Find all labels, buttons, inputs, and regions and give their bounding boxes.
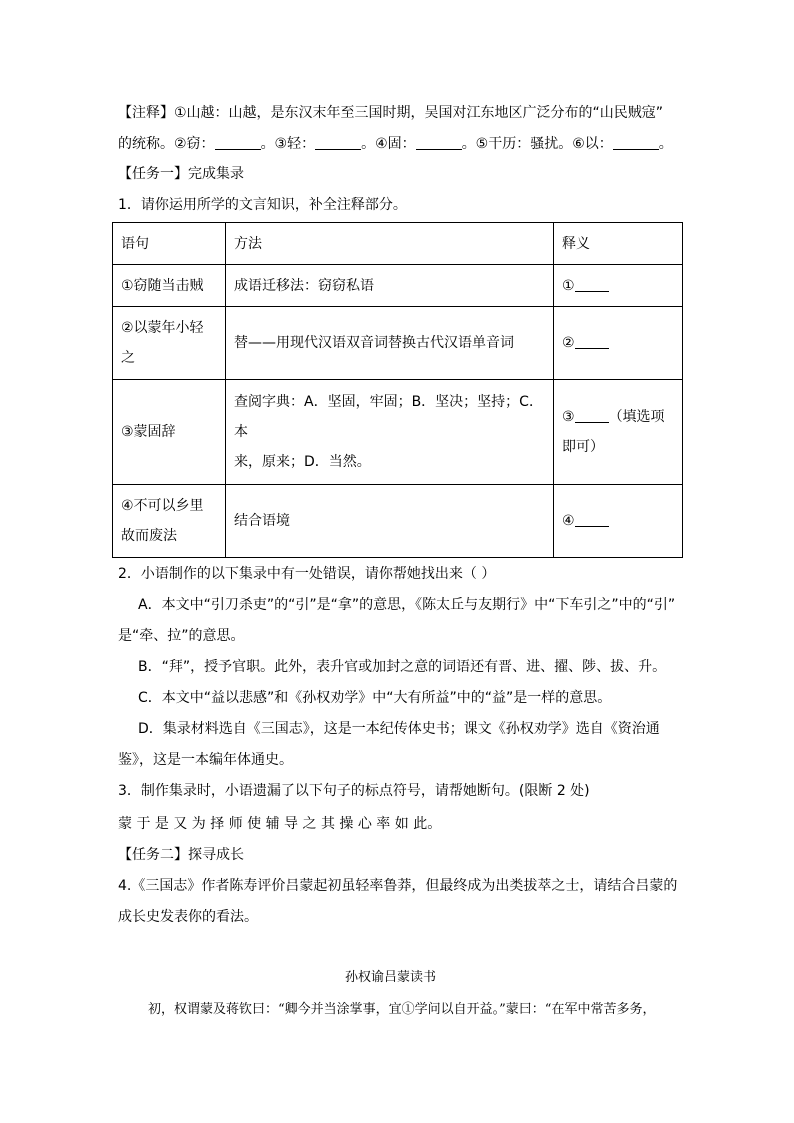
passage-title: 孙权谕吕蒙读书: [345, 970, 437, 985]
note-text: 。③轻：: [260, 136, 316, 152]
answer-blank[interactable]: [575, 277, 609, 292]
method-cell: [226, 380, 554, 485]
meaning-label: ③: [562, 409, 575, 425]
answer-blank[interactable]: [315, 135, 361, 150]
passage-line-1: 初，权谓蒙及蒋钦曰：“卿今并当涂掌事，宜①学问以自开益。”蒙曰：“在军中常苦多务，: [148, 1002, 656, 1017]
answer-blank[interactable]: [575, 512, 609, 527]
option-d-line-1: D．集录材料选自《三国志》，这是一本纪传体史书；课文《孙权劝学》选自《资治通: [138, 721, 660, 737]
answer-blank[interactable]: [215, 135, 261, 150]
sentence-cell: ③蒙固辞: [113, 380, 226, 485]
note-line-1: 【注释】①山越：山越，是东汉末年至三国时期，吴国对江东地区广泛分布的“山民贼寇”: [118, 105, 664, 121]
header-cell: 语句: [113, 223, 226, 265]
answer-blank[interactable]: [575, 408, 609, 423]
annotation-table: [112, 222, 683, 558]
option-b: B．“拜”，授予官职。此外，表升官或加封之意的词语还有晋、进、擢、陟、拔、升。: [138, 659, 667, 675]
sentence-cell: [113, 307, 226, 380]
answer-blank[interactable]: [416, 135, 462, 150]
sentence-cell: [113, 485, 226, 558]
meaning-label: ②: [562, 335, 575, 351]
option-a-line-2: 是“牵、拉”的意思。: [118, 628, 245, 644]
header-cell: 释义: [554, 223, 683, 265]
meaning-hint: （填选项: [608, 409, 665, 425]
option-d-line-2: 鉴》，这是一本编年体通史。: [118, 752, 293, 768]
question-3: 3．制作集录时，小语遗漏了以下句子的标点符号，请帮她断句。(限断 2 处): [118, 783, 590, 799]
method-cell: 替——用现代汉语双音词替换古代汉语单音词: [226, 307, 554, 380]
table-row: [113, 265, 683, 307]
meaning-cell[interactable]: [554, 380, 683, 485]
note-line-2: [118, 134, 673, 154]
method-cell: 结合语境: [226, 485, 554, 558]
punctuation-sentence: 蒙 于 是 又 为 择 师 使 辅 导 之 其 操 心 率 如 此。: [118, 816, 442, 832]
option-c: C．本文中“益以悲感”和《孙权劝学》中“大有所益”中的“益”是一样的意思。: [138, 690, 612, 706]
note-text: 。⑤干历：骚扰。⑥以：: [461, 136, 613, 152]
note-text: 的统称。②窃：: [118, 136, 215, 152]
question-2: 2．小语制作的以下集录中有一处错误，请你帮她找出来（ ）: [118, 566, 496, 582]
header-cell: 方法: [226, 223, 554, 265]
table-row: [113, 485, 683, 558]
cell-line: 故而废法: [121, 528, 177, 544]
meaning-cell[interactable]: [554, 485, 683, 558]
meaning-cell[interactable]: [554, 307, 683, 380]
answer-blank[interactable]: [613, 135, 659, 150]
meaning-cell[interactable]: [554, 265, 683, 307]
task1-heading: 【任务一】完成集录: [118, 166, 244, 182]
meaning-label: ④: [562, 513, 575, 529]
cell-line: 之: [121, 350, 135, 366]
question-1: 1．请你运用所学的文言知识，补全注释部分。: [118, 197, 407, 213]
cell-line: 来，原来；D．当然。: [234, 454, 371, 470]
sentence-cell: ①窃随当击贼: [113, 265, 226, 307]
table-header-row: [113, 223, 683, 265]
question-4-line-1: 4.《三国志》作者陈寿评价吕蒙起初虽轻率鲁莽，但最终成为出类拔萃之士，请结合吕蒙的: [118, 878, 678, 894]
question-4-line-2: 成长史发表你的看法。: [118, 909, 258, 925]
note-text: 。: [658, 136, 673, 152]
method-cell: 成语迁移法：窃窃私语: [226, 265, 554, 307]
cell-line: ②以蒙年小轻: [121, 320, 204, 336]
cell-line: ④不可以乡里: [121, 498, 204, 514]
table-row: [113, 307, 683, 380]
note-text: 。④固：: [361, 136, 416, 152]
meaning-hint: 即可）: [562, 439, 604, 455]
meaning-label: ①: [562, 277, 575, 294]
task2-heading: 【任务二】探寻成长: [118, 847, 244, 863]
option-a-line-1: A．本文中“引刀杀吏”的“引”是“拿”的意思，《陈太丘与友期行》中“下车引之”中的“引”: [138, 597, 676, 613]
table-row: [113, 380, 683, 485]
cell-line: 查阅字典：A．坚固，牢固；B．坚决；坚持；C．本: [234, 394, 543, 440]
answer-blank[interactable]: [575, 334, 609, 349]
